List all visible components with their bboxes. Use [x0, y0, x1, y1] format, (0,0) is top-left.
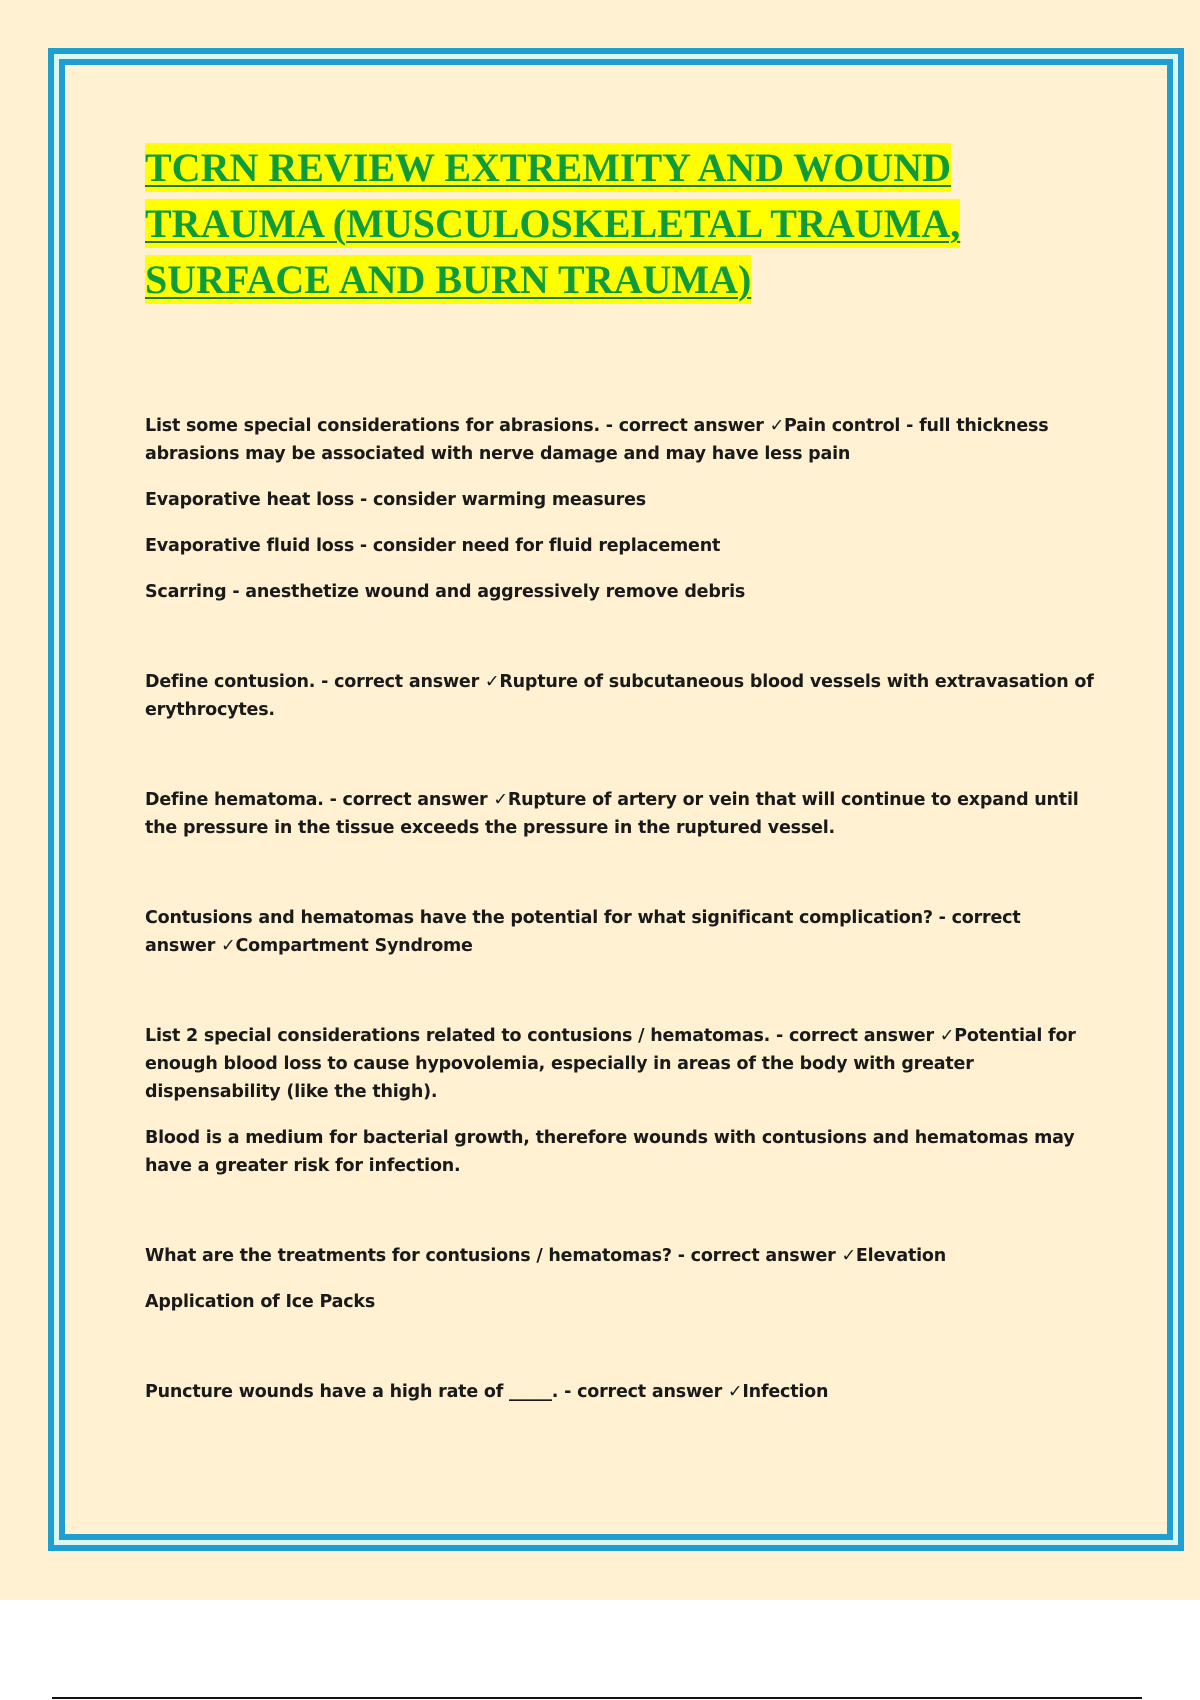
title-line-1: TCRN REVIEW EXTREMITY AND WOUND	[145, 145, 952, 190]
title-area	[145, 140, 1095, 308]
qa-question-answer	[145, 786, 1095, 842]
answer-extra-line: Scarring - anesthetize wound and aggressively remove debris	[145, 582, 746, 602]
qa-question-answer	[145, 668, 1095, 724]
answer-text: Potential for enough blood loss to cause hypovolemia, especially in areas of the body with greater dispensability (like the thigh).	[145, 1026, 1076, 1102]
answer-text: Infection	[742, 1382, 829, 1402]
answer-extra-line: Application of Ice Packs	[145, 1292, 376, 1312]
question-text: Define hematoma.	[145, 790, 324, 810]
answer-extra-line: Blood is a medium for bacterial growth, therefore wounds with contusions and hematomas may have a greater risk for infection.	[145, 1128, 1075, 1176]
check-icon: ✓	[493, 790, 508, 810]
answer-separator: - correct answer	[770, 1026, 940, 1046]
qa-item-complication	[145, 904, 1095, 960]
qa-item-considerations	[145, 1022, 1095, 1180]
answer-extra-line: Evaporative fluid loss - consider need for fluid replacement	[145, 536, 721, 556]
answer-separator: - correct answer	[315, 672, 485, 692]
answer-separator: - correct answer	[323, 790, 494, 810]
answer-extra-line: Evaporative heat loss - consider warming measures	[145, 490, 646, 510]
question-text: What are the treatments for contusions / hematomas?	[145, 1246, 672, 1266]
qa-item-treatments	[145, 1242, 1095, 1316]
qa-item-contusion	[145, 668, 1095, 724]
page-separator-line	[52, 1697, 1142, 1699]
answer-separator: - correct answer	[671, 1246, 842, 1266]
qa-question-answer	[145, 904, 1095, 960]
qa-item-hematoma	[145, 786, 1095, 842]
check-icon: ✓	[727, 1382, 743, 1402]
answer-text: Pain control - full thickness abrasions may be associated with nerve damage and may have less pain	[145, 416, 1049, 464]
question-text: List some special considerations for abrasions.	[145, 416, 600, 436]
question-text: Define contusion.	[145, 672, 316, 692]
question-text: List 2 special considerations related to contusions / hematomas.	[145, 1026, 771, 1046]
check-icon: ✓	[221, 936, 236, 956]
qa-question-answer	[145, 1242, 1095, 1270]
title-line-2: TRAUMA (MUSCULOSKELETAL TRAUMA,	[145, 201, 961, 246]
check-icon: ✓	[939, 1026, 955, 1046]
document-title	[145, 140, 1095, 308]
answer-text: Compartment Syndrome	[235, 936, 473, 956]
answer-text: Rupture of subcutaneous blood vessels with extravasation of erythrocytes.	[145, 672, 1094, 720]
check-icon: ✓	[769, 416, 785, 436]
qa-item-abrasions	[145, 412, 1095, 606]
answer-separator: - correct answer	[599, 416, 770, 436]
check-icon: ✓	[484, 672, 500, 692]
answer-text: Rupture of artery or vein that will continue to expand until the pressure in the tissue exceeds the pressure in the ruptured vessel.	[145, 790, 1079, 838]
question-text: Puncture wounds have a high rate of _____.	[145, 1382, 559, 1402]
answer-separator: - correct answer	[145, 908, 1021, 956]
qa-list	[145, 412, 1095, 1424]
question-text: Contusions and hematomas have the potential for what significant complication?	[145, 908, 933, 928]
qa-question-answer	[145, 412, 1095, 468]
answer-separator: - correct answer	[558, 1382, 728, 1402]
title-line-3: SURFACE AND BURN TRAUMA)	[145, 257, 752, 302]
qa-question-answer	[145, 1378, 1095, 1406]
qa-question-answer	[145, 1022, 1095, 1106]
qa-item-puncture	[145, 1378, 1095, 1406]
answer-text: Elevation	[855, 1246, 947, 1266]
check-icon: ✓	[841, 1246, 856, 1266]
